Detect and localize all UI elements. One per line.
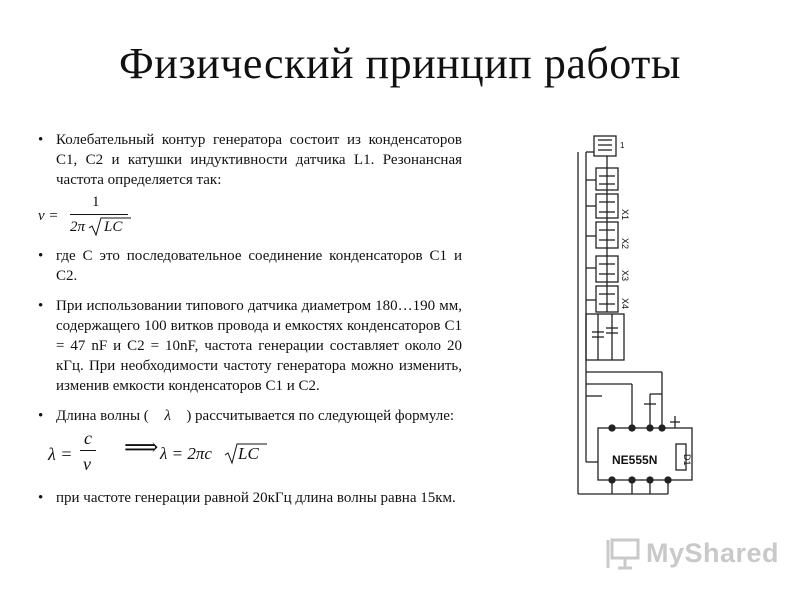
connector-label-x4: X4 bbox=[620, 298, 630, 310]
slide-title: Физический принцип работы bbox=[119, 39, 681, 88]
wavelength-fraction-bar bbox=[80, 450, 96, 451]
watermark bbox=[606, 536, 780, 570]
resonance-radicand: LC bbox=[104, 219, 123, 235]
bullet-oscillator-description: • Колебательный контур генератора состоит из конденсаторов С1, С2 и катушки индуктивности датчика L1. Резонансная частота определяется так: bbox=[38, 130, 462, 190]
connector-label-x3: X3 bbox=[620, 270, 630, 282]
wavelength2-radicand: LC bbox=[238, 444, 259, 463]
resonance-denominator-prefix: 2π bbox=[70, 219, 86, 235]
resonance-numerator: 1 bbox=[92, 194, 100, 210]
circuit-top-label: 1 bbox=[620, 141, 625, 150]
wavelength-denominator: ν bbox=[83, 454, 91, 474]
resonance-fraction-bar bbox=[70, 214, 128, 215]
wavelength-lhs: λ = bbox=[48, 444, 73, 464]
chip-ref-label: D1 bbox=[682, 454, 692, 466]
bullet-sensor-parameters: • При использовании типового датчика диаметром 180…190 мм, содержащего 100 витков провода и емкостях конденсаторов С1 = 47 nF и С2 = 10nF, частота генерации составляет около 20 кГц. При необходимости частоту генератора можно изменить, изменив емкости конденсаторов С1 и С2. bbox=[38, 296, 462, 396]
presentation-screen-icon bbox=[606, 536, 642, 570]
chip-label: NE555N bbox=[612, 453, 658, 467]
connector-label-x2: X2 bbox=[620, 238, 630, 250]
wavelength2-lhs: λ = 2πc bbox=[160, 444, 212, 463]
bullet-series-connection: • где С это последовательное соединение конденсаторов С1 и С2. bbox=[38, 246, 462, 286]
bullet-wavelength-result: • при частоте генерации равной 20кГц длина волны равна 15км. bbox=[38, 488, 462, 508]
lambda-symbol: λ bbox=[164, 408, 171, 424]
wavelength-formulas bbox=[38, 426, 462, 486]
connector-label-x1: X1 bbox=[620, 209, 630, 221]
slide-content bbox=[38, 130, 462, 508]
resonance-lhs: ν = bbox=[38, 208, 59, 224]
wavelength-numerator: c bbox=[84, 428, 92, 448]
wavelength-text-after: ) рассчитывается по следующей формуле: bbox=[186, 408, 455, 424]
resonance-formula bbox=[38, 190, 462, 242]
watermark-text: MyShared bbox=[646, 538, 780, 568]
bullet-wavelength bbox=[38, 406, 462, 426]
implies-arrow-icon: ⟹ bbox=[124, 435, 159, 461]
wavelength-text-before: Длина волны ( bbox=[56, 408, 149, 424]
circuit-diagram bbox=[572, 132, 702, 502]
